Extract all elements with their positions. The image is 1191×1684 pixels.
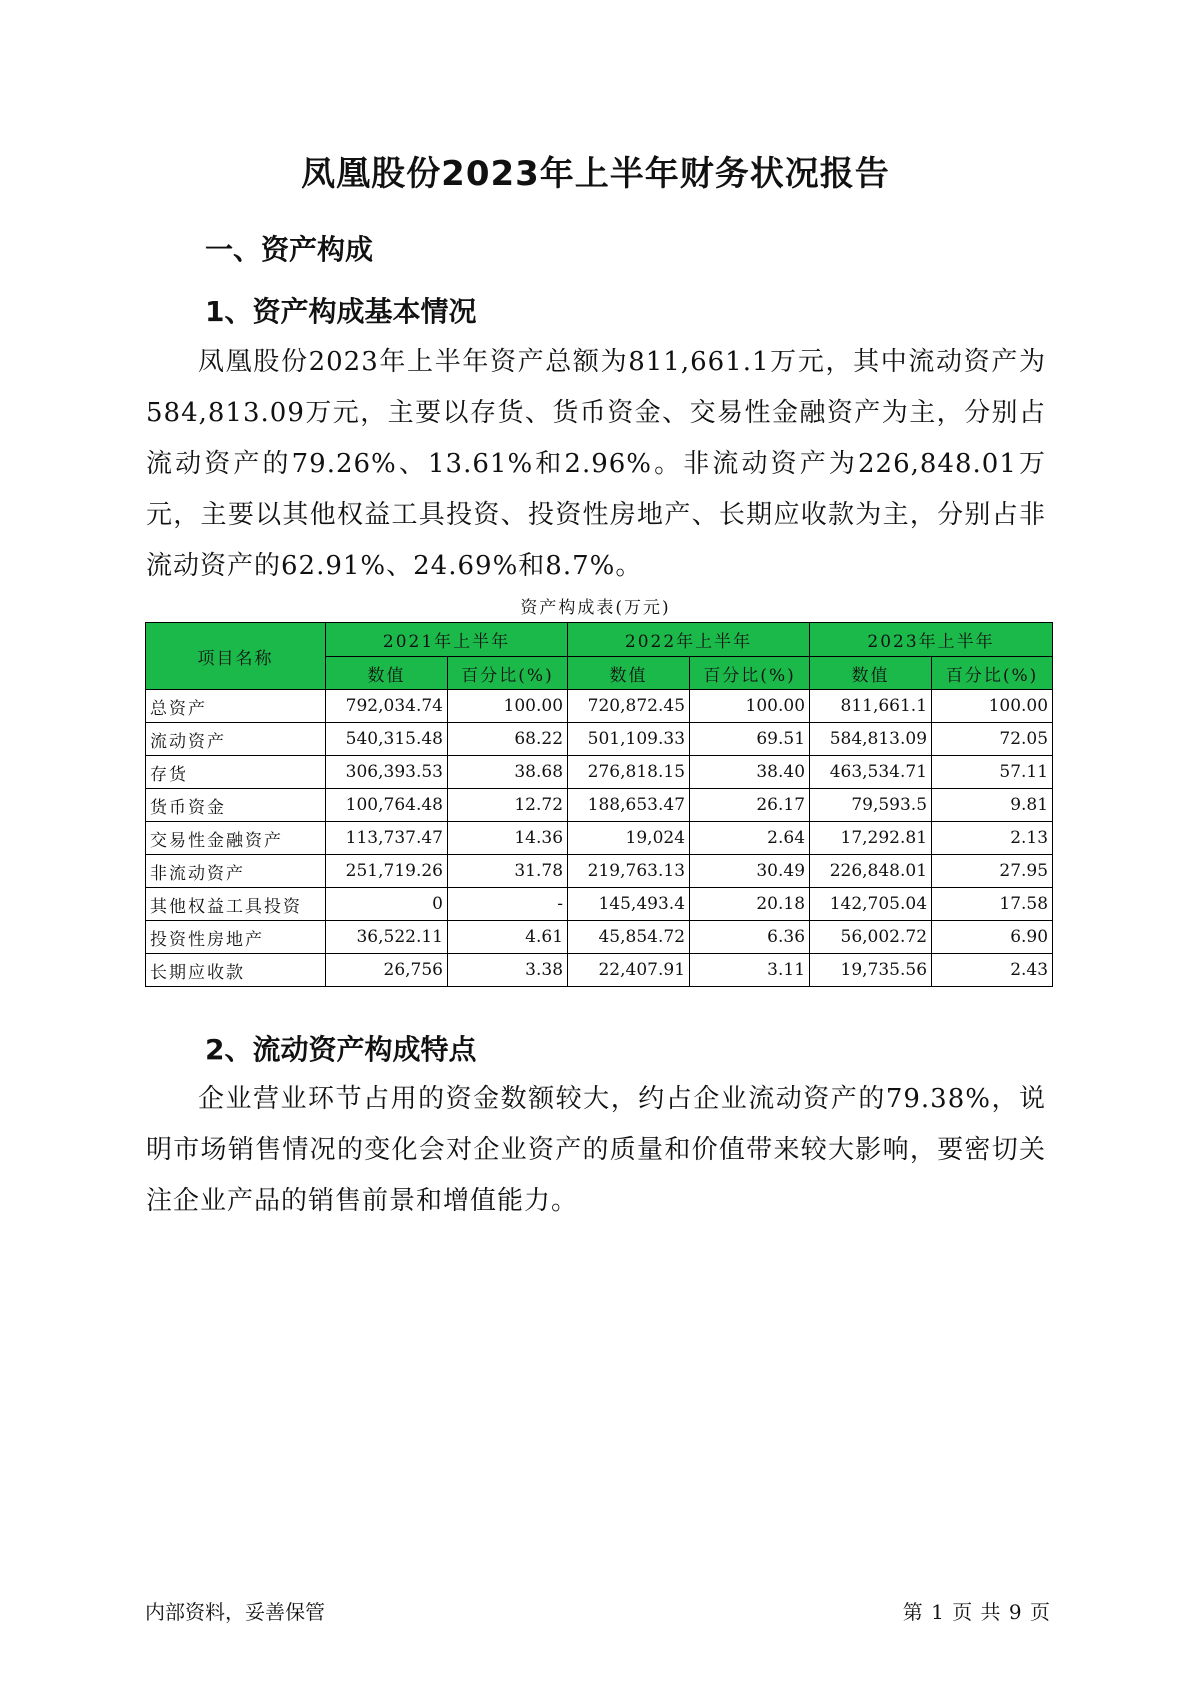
cell: 38.68 bbox=[448, 756, 568, 789]
subsection-heading-basic: 1、资产构成基本情况 bbox=[205, 295, 477, 328]
cell: 142,705.04 bbox=[810, 888, 932, 921]
cell: 4.61 bbox=[448, 921, 568, 954]
cell: 27.95 bbox=[932, 855, 1053, 888]
subsection-heading-current-assets: 2、流动资产构成特点 bbox=[205, 1033, 477, 1066]
row-name: 投资性房地产 bbox=[146, 921, 326, 954]
cell: 12.72 bbox=[448, 789, 568, 822]
cell: 251,719.26 bbox=[326, 855, 448, 888]
header-pct: 百分比(%) bbox=[932, 657, 1053, 690]
cell: 38.40 bbox=[690, 756, 810, 789]
cell: 2.13 bbox=[932, 822, 1053, 855]
cell: 69.51 bbox=[690, 723, 810, 756]
cell: 26.17 bbox=[690, 789, 810, 822]
header-value: 数值 bbox=[810, 657, 932, 690]
row-name: 货币资金 bbox=[146, 789, 326, 822]
cell: 30.49 bbox=[690, 855, 810, 888]
cell: 17.58 bbox=[932, 888, 1053, 921]
cell: 6.90 bbox=[932, 921, 1053, 954]
cell: - bbox=[448, 888, 568, 921]
cell: 226,848.01 bbox=[810, 855, 932, 888]
cell: 501,109.33 bbox=[568, 723, 690, 756]
cell: 0 bbox=[326, 888, 448, 921]
cell: 792,034.74 bbox=[326, 690, 448, 723]
cell: 36,522.11 bbox=[326, 921, 448, 954]
table-row bbox=[146, 723, 1053, 756]
cell: 276,818.15 bbox=[568, 756, 690, 789]
table-row bbox=[146, 855, 1053, 888]
cell: 219,763.13 bbox=[568, 855, 690, 888]
cell: 584,813.09 bbox=[810, 723, 932, 756]
cell: 188,653.47 bbox=[568, 789, 690, 822]
cell: 145,493.4 bbox=[568, 888, 690, 921]
section-heading-asset-composition: 一、资产构成 bbox=[205, 233, 374, 266]
current-assets-paragraph: 企业营业环节占用的资金数额较大，约占企业流动资产的79.38%，说明市场销售情况的变化会对企业资产的质量和价值带来较大影响，要密切关注企业产品的销售前景和增值能力。 bbox=[146, 1084, 1046, 1216]
cell: 31.78 bbox=[448, 855, 568, 888]
header-item-name: 项目名称 bbox=[146, 623, 326, 690]
table-row bbox=[146, 789, 1053, 822]
row-name: 总资产 bbox=[146, 690, 326, 723]
cell: 540,315.48 bbox=[326, 723, 448, 756]
header-pct: 百分比(%) bbox=[690, 657, 810, 690]
cell: 20.18 bbox=[690, 888, 810, 921]
cell: 72.05 bbox=[932, 723, 1053, 756]
cell: 113,737.47 bbox=[326, 822, 448, 855]
cell: 19,735.56 bbox=[810, 954, 932, 987]
cell: 68.22 bbox=[448, 723, 568, 756]
cell: 811,661.1 bbox=[810, 690, 932, 723]
cell: 720,872.45 bbox=[568, 690, 690, 723]
row-name: 存货 bbox=[146, 756, 326, 789]
cell: 306,393.53 bbox=[326, 756, 448, 789]
cell: 14.36 bbox=[448, 822, 568, 855]
cell: 57.11 bbox=[932, 756, 1053, 789]
cell: 22,407.91 bbox=[568, 954, 690, 987]
cell: 79,593.5 bbox=[810, 789, 932, 822]
table-caption: 资产构成表(万元) bbox=[520, 598, 671, 618]
cell: 17,292.81 bbox=[810, 822, 932, 855]
header-value: 数值 bbox=[326, 657, 448, 690]
asset-composition-table bbox=[145, 622, 1053, 987]
header-period-2021: 2021年上半年 bbox=[326, 623, 568, 657]
row-name: 流动资产 bbox=[146, 723, 326, 756]
cell: 6.36 bbox=[690, 921, 810, 954]
basic-paragraph: 凤凰股份2023年上半年资产总额为811,661.1万元，其中流动资产为584,813.09万元，主要以存货、货币资金、交易性金融资产为主，分别占流动资产的79.26%、13.61%和2.96%。非流动资产为226,848.01万元，主要以其他权益工具投资、投资性房地产、长期应收款为主，分别占非流动资产的62.91%、24.69%和8.7%。 bbox=[146, 347, 1046, 581]
table-row bbox=[146, 954, 1053, 987]
cell: 100.00 bbox=[932, 690, 1053, 723]
row-name: 长期应收款 bbox=[146, 954, 326, 987]
cell: 463,534.71 bbox=[810, 756, 932, 789]
cell: 56,002.72 bbox=[810, 921, 932, 954]
cell: 100.00 bbox=[448, 690, 568, 723]
cell: 9.81 bbox=[932, 789, 1053, 822]
row-name: 交易性金融资产 bbox=[146, 822, 326, 855]
row-name: 非流动资产 bbox=[146, 855, 326, 888]
table-row bbox=[146, 690, 1053, 723]
footer-confidential: 内部资料，妥善保管 bbox=[145, 1600, 325, 1624]
header-period-2023: 2023年上半年 bbox=[810, 623, 1053, 657]
table-row bbox=[146, 921, 1053, 954]
header-value: 数值 bbox=[568, 657, 690, 690]
table-row bbox=[146, 756, 1053, 789]
cell: 45,854.72 bbox=[568, 921, 690, 954]
header-pct: 百分比(%) bbox=[448, 657, 568, 690]
cell: 2.64 bbox=[690, 822, 810, 855]
footer-page-number: 第 1 页 共 9 页 bbox=[902, 1600, 1051, 1624]
page-title: 凤凰股份2023年上半年财务状况报告 bbox=[301, 154, 890, 194]
cell: 100,764.48 bbox=[326, 789, 448, 822]
header-period-2022: 2022年上半年 bbox=[568, 623, 810, 657]
cell: 3.11 bbox=[690, 954, 810, 987]
cell: 2.43 bbox=[932, 954, 1053, 987]
cell: 26,756 bbox=[326, 954, 448, 987]
table-row bbox=[146, 888, 1053, 921]
row-name: 其他权益工具投资 bbox=[146, 888, 326, 921]
cell: 19,024 bbox=[568, 822, 690, 855]
cell: 100.00 bbox=[690, 690, 810, 723]
cell: 3.38 bbox=[448, 954, 568, 987]
table-row bbox=[146, 822, 1053, 855]
